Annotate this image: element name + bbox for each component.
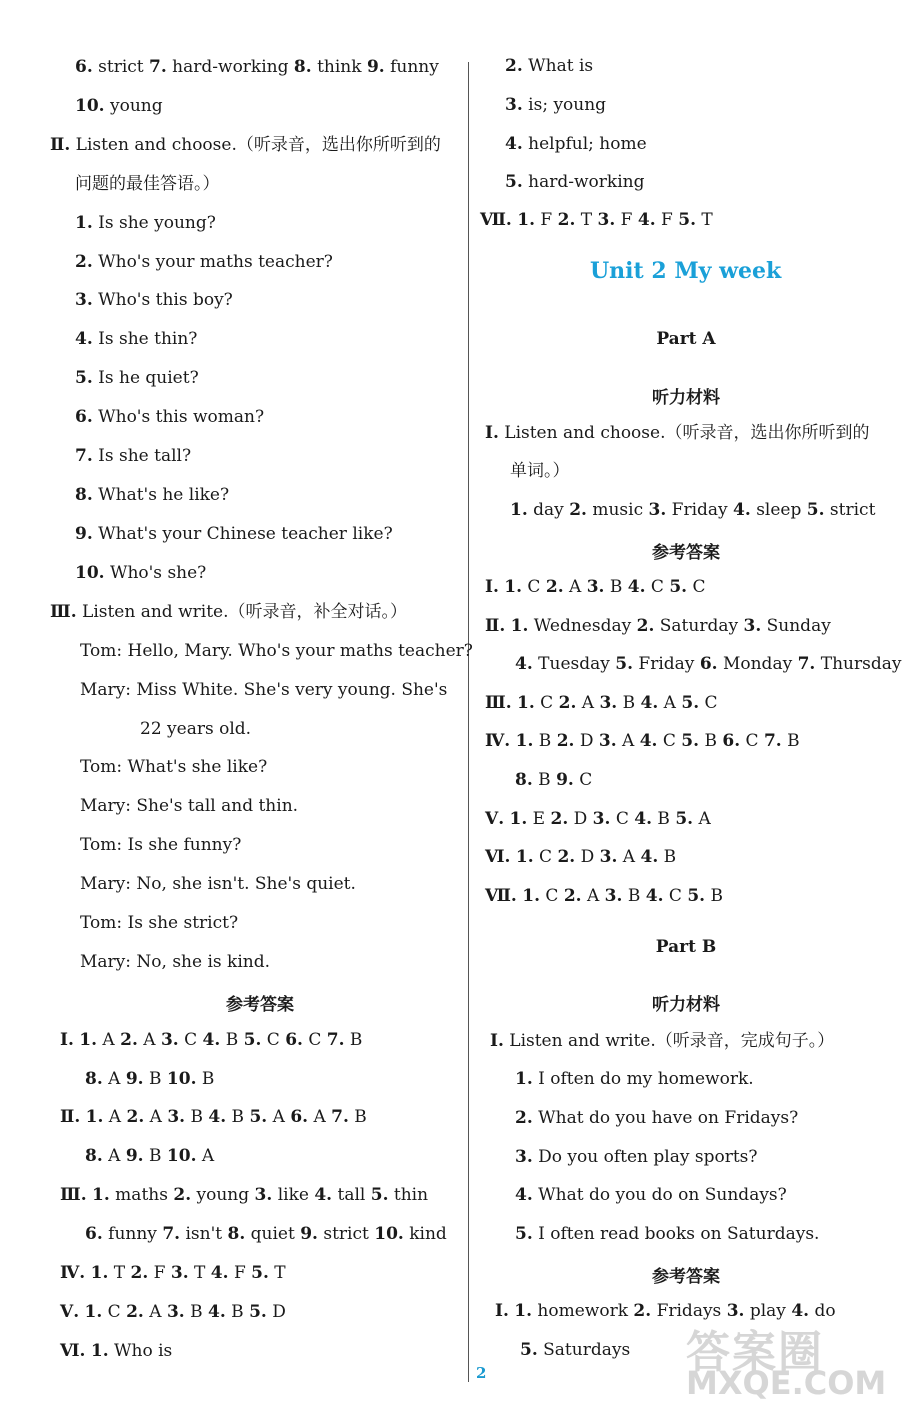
text-line: 4. helpful; home — [505, 134, 647, 154]
text-line: Ⅳ. 1. T 2. F 3. T 4. F 5. T — [60, 1263, 286, 1283]
unit-title: Unit 2 My week — [590, 258, 782, 284]
text-line: 5. hard-working — [505, 172, 645, 192]
text-line: 4. What do you do on Sundays? — [515, 1185, 787, 1205]
text-line: 6. strict 7. hard-working 8. think 9. funny — [75, 57, 439, 77]
watermark-url: MXQE.COM — [686, 1364, 887, 1402]
section-heading: 参考答案 — [652, 1267, 720, 1287]
text-line: Tom: Is she strict? — [80, 913, 239, 933]
watermark-text: 答案圈 — [686, 1327, 824, 1378]
text-line: Ⅲ. 1. maths 2. young 3. like 4. tall 5. thin — [60, 1185, 429, 1205]
text-line: 1. Is she young? — [75, 213, 216, 233]
text-line: 1. day 2. music 3. Friday 4. sleep 5. strict — [510, 500, 876, 520]
text-line: 6. funny 7. isn't 8. quiet 9. strict 10. kind — [85, 1224, 447, 1244]
text-line: 5. I often read books on Saturdays. — [515, 1224, 820, 1244]
text-line: Ⅵ. 1. C 2. D 3. A 4. B — [485, 847, 677, 867]
section-heading: Part B — [655, 937, 717, 957]
text-line: 5. Saturdays — [520, 1340, 631, 1360]
text-line: 9. What's your Chinese teacher like? — [75, 524, 393, 544]
text-line: 3. Do you often play sports? — [515, 1147, 758, 1167]
text-line: 10. Who's she? — [75, 563, 207, 583]
text-line: Ⅰ. Listen and write.（听录音，完成句子。） — [490, 1031, 835, 1051]
text-line: Ⅲ. 1. C 2. A 3. B 4. A 5. C — [485, 693, 718, 713]
text-line: Ⅲ. Listen and write.（听录音，补全对话。） — [50, 602, 408, 622]
text-line: Ⅳ. 1. B 2. D 3. A 4. C 5. B 6. C 7. B — [485, 731, 800, 751]
text-line: 5. Is he quiet? — [75, 368, 199, 388]
text-line: 8. What's he like? — [75, 485, 230, 505]
text-line: Ⅱ. 1. A 2. A 3. B 4. B 5. A 6. A 7. B — [60, 1107, 367, 1127]
page-number: 2 — [476, 1364, 487, 1382]
text-line: 22 years old. — [140, 719, 252, 739]
text-line: 8. B 9. C — [515, 770, 593, 790]
section-heading: 听力材料 — [652, 995, 720, 1015]
text-line: 6. Who's this woman? — [75, 407, 265, 427]
text-line: Ⅱ. 1. Wednesday 2. Saturday 3. Sunday — [485, 616, 831, 636]
text-line: 问题的最佳答语。） — [75, 174, 220, 194]
text-line: Mary: She's tall and thin. — [80, 796, 299, 816]
text-line: Tom: What's she like? — [80, 757, 268, 777]
text-line: 3. Who's this boy? — [75, 290, 233, 310]
text-line: 7. Is she tall? — [75, 446, 192, 466]
text-line: Ⅵ. 1. Who is — [60, 1341, 173, 1361]
section-heading: 参考答案 — [226, 995, 294, 1015]
text-line: Ⅰ. 1. A 2. A 3. C 4. B 5. C 6. C 7. B — [60, 1030, 363, 1050]
text-line: Ⅰ. 1. C 2. A 3. B 4. C 5. C — [485, 577, 706, 597]
text-line: Ⅴ. 1. C 2. A 3. B 4. B 5. D — [60, 1302, 286, 1322]
section-heading: 听力材料 — [652, 388, 720, 408]
text-line: Mary: No, she isn't. She's quiet. — [80, 874, 356, 894]
text-line: Tom: Hello, Mary. Who's your maths teacher? — [80, 641, 473, 661]
text-line: 2. What is — [505, 56, 594, 76]
text-line: Ⅰ. Listen and choose.（听录音，选出你所听到的 — [485, 423, 870, 443]
section-heading: 参考答案 — [652, 543, 720, 563]
text-line: Ⅶ. 1. C 2. A 3. B 4. C 5. B — [485, 886, 723, 906]
text-line: Mary: No, she is kind. — [80, 952, 270, 972]
text-line: Mary: Miss White. She's very young. She's — [80, 680, 448, 700]
text-line: Ⅱ. Listen and choose.（听录音，选出你所听到的 — [50, 135, 441, 155]
text-line: 单词。） — [510, 461, 570, 481]
text-line: Ⅶ. 1. F 2. T 3. F 4. F 5. T — [480, 210, 713, 230]
text-line: 2. What do you have on Fridays? — [515, 1108, 799, 1128]
text-line: 3. is; young — [505, 95, 607, 115]
text-line: 8. A 9. B 10. A — [85, 1146, 215, 1166]
text-line: Ⅴ. 1. E 2. D 3. C 4. B 5. A — [485, 809, 711, 829]
text-line: 2. Who's your maths teacher? — [75, 252, 333, 272]
text-line: 4. Is she thin? — [75, 329, 198, 349]
text-line: 10. young — [75, 96, 163, 116]
text-line: Ⅰ. 1. homework 2. Fridays 3. play 4. do — [495, 1301, 836, 1321]
text-line: 4. Tuesday 5. Friday 6. Monday 7. Thursday — [515, 654, 902, 674]
text-line: Tom: Is she funny? — [80, 835, 242, 855]
text-line: 8. A 9. B 10. B — [85, 1069, 215, 1089]
text-line: 1. I often do my homework. — [515, 1069, 754, 1089]
column-divider — [468, 62, 469, 1382]
section-heading: Part A — [656, 329, 716, 349]
